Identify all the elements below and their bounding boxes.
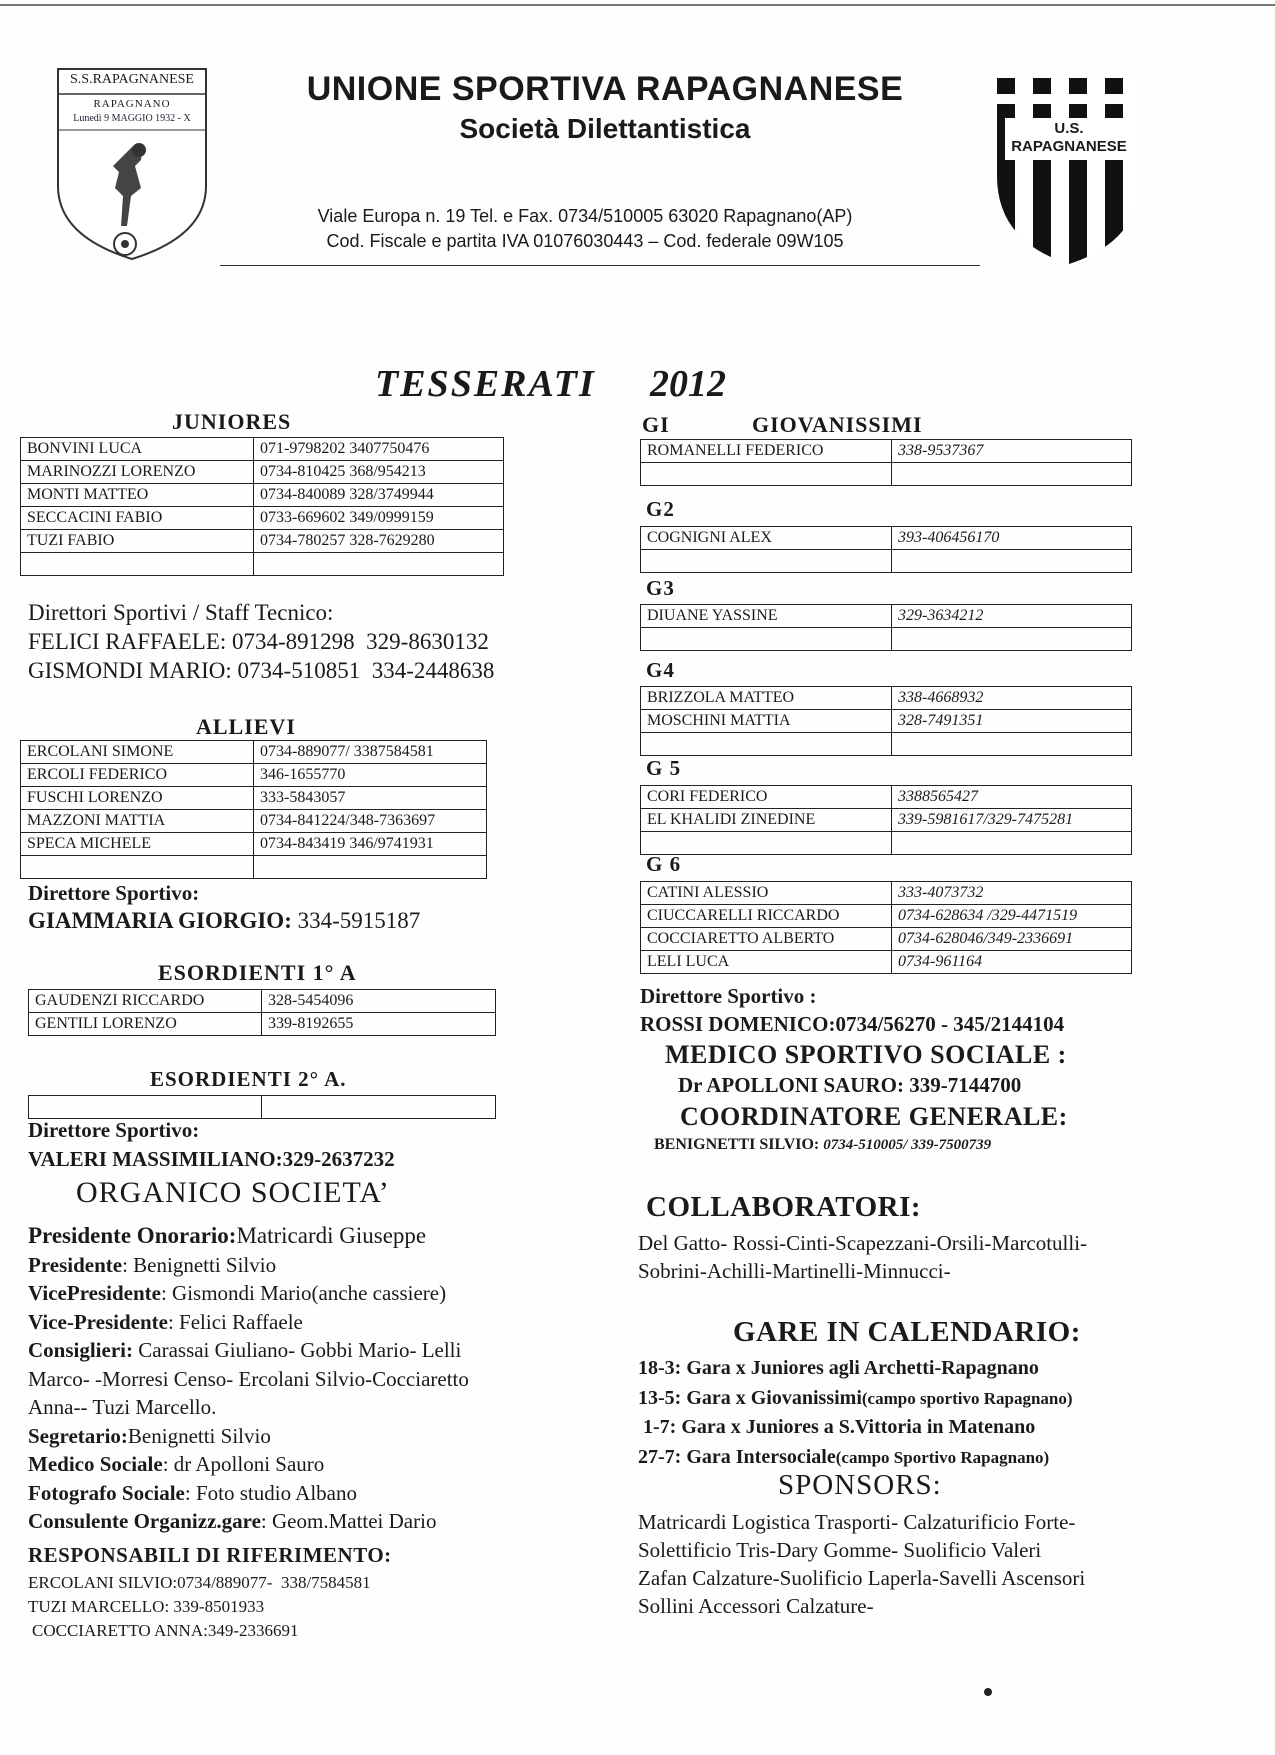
organico-line: Presidente: Benignetti Silvio [28,1252,277,1277]
player-phone-cell: 0733-669602 349/0999159 [254,507,504,530]
table-row [641,809,1132,832]
sponsors-line: Solettificio Tris-Dary Gomme- Suolificio Valeri [638,1538,1042,1562]
player-name-cell: LELI LUCA [641,951,892,974]
player-name-cell: ERCOLANI SIMONE [21,741,254,764]
organico-line: Medico Sociale: dr Apolloni Sauro [28,1452,325,1476]
table-row [21,833,487,856]
gare-list [638,1354,1073,1472]
giovanissimi-table [640,686,1132,756]
resp-line: COCCIARETTO ANNA:349-2336691 [32,1621,299,1640]
player-name-cell: BONVINI LUCA [21,438,254,461]
table-row [641,463,1132,486]
player-name-cell: GENTILI LORENZO [29,1013,262,1036]
resp-line: TUZI MARCELLO: 339-8501933 [28,1597,265,1616]
sponsors-heading: SPONSORS: [778,1469,942,1501]
player-phone-cell [892,463,1132,486]
organico-line: Vice-Presidente: Felici Raffaele [28,1309,303,1334]
player-name-cell: FUSCHI LORENZO [21,787,254,810]
organico-line: Consiglieri: Carassai Giuliano- Gobbi Mario- Lelli [28,1338,462,1362]
table-row [21,484,504,507]
table-row [21,461,504,484]
group-label: G 5 [646,756,682,780]
left-logo-name: S.S.RAPAGNANESE [70,72,194,87]
player-phone-cell: 0734-780257 328-7629280 [254,530,504,553]
right-logo-text: U.S. RAPAGNANESE [1011,120,1127,155]
allievi-director [28,908,420,934]
player-phone-cell: 328-7491351 [892,710,1132,733]
player-name-cell [21,553,254,576]
player-name-cell: COCCIARETTO ALBERTO [641,928,892,951]
allievi-director-label: Direttore Sportivo: [28,881,200,905]
organico-line: Presidente Onorario:Matricardi Giuseppe [28,1223,427,1248]
table-row [641,550,1132,573]
player-name-cell [641,550,892,573]
player-name-cell: CIUCCARELLI RICCARDO [641,905,892,928]
table-row [641,905,1132,928]
table-row [641,605,1132,628]
player-name-cell: MOSCHINI MATTIA [641,710,892,733]
juniores-heading: JUNIORES [172,409,292,434]
table-row [21,553,504,576]
player-phone-cell [892,550,1132,573]
player-phone-cell: 393-406456170 [892,527,1132,550]
doc-title-right: 2012 [650,363,726,405]
juniores-staff-1: FELICI RAFFAELE: 0734-891298 329-8630132 [28,629,489,654]
club-title: UNIONE SPORTIVA RAPAGNANESE [306,70,904,108]
organico-line: Segretario:Benignetti Silvio [28,1423,271,1448]
player-name-cell: EL KHALIDI ZINEDINE [641,809,892,832]
player-name-cell: GAUDENZI RICCARDO [29,990,262,1013]
player-phone-cell [254,553,504,576]
resp-line: ERCOLANI SILVIO:0734/889077- 338/7584581 [28,1573,371,1592]
coordinatore-line [654,1136,991,1154]
player-phone-cell: 333-5843057 [254,787,487,810]
header-rule [220,265,980,266]
esordienti1-heading: ESORDIENTI 1° A [158,960,357,985]
table-row [641,951,1132,974]
player-name-cell: BRIZZOLA MATTEO [641,687,892,710]
player-phone-cell [892,733,1132,756]
juniores-staff-2: GISMONDI MARIO: 0734-510851 334-2448638 [28,658,495,683]
player-phone-cell: 0734-843419 346/9741931 [254,833,487,856]
player-name-cell: DIUANE YASSINE [641,605,892,628]
player-phone-cell [254,856,487,879]
player-name-cell: ROMANELLI FEDERICO [641,440,892,463]
table-row [29,1013,496,1036]
player-phone-cell: 329-3634212 [892,605,1132,628]
table-row [641,527,1132,550]
allievi-director-name: GIAMMARIA GIORGIO: [28,908,292,933]
gare-line: 13-5: Gara x Giovanissimi(campo sportivo Rapagnano) [638,1386,1073,1409]
table-row [21,787,487,810]
player-phone-cell: 333-4073732 [892,882,1132,905]
player-phone-cell: 328-5454096 [262,990,496,1013]
giovanissimi-heading: GIOVANISSIMI [752,412,923,437]
esordienti2-director: VALERI MASSIMILIANO:329-2637232 [28,1147,395,1171]
player-name-cell: MARINOZZI LORENZO [21,461,254,484]
table-row [641,928,1132,951]
player-name-cell [641,733,892,756]
group-label: G2 [646,497,675,521]
allievi-table [20,740,487,879]
club-address: Viale Europa n. 19 Tel. e Fax. 0734/510005 63020 Rapagnano(AP) [317,206,853,226]
table-row [641,710,1132,733]
player-name-cell: MONTI MATTEO [21,484,254,507]
esordienti2-heading: ESORDIENTI 2° A. [150,1067,347,1091]
scan-speck [984,1688,992,1696]
player-name-cell: CORI FEDERICO [641,786,892,809]
table-row [21,810,487,833]
left-logo [55,66,209,262]
gare-line: 27-7: Gara Intersociale(campo Sportivo Rapagnano) [638,1445,1050,1468]
group-label: G4 [646,658,675,682]
group-label: G 6 [646,852,682,876]
player-phone-cell [892,832,1132,855]
gi-label: GI [642,412,670,437]
player-phone-cell: 0734-628046/349-2336691 [892,928,1132,951]
top-border [0,4,1275,6]
organico-list [28,1222,568,1536]
collaboratori-line: Del Gatto- Rossi-Cinti-Scapezzani-Orsili-Marcotulli- [638,1231,1088,1255]
table-row [641,882,1132,905]
table-row [641,628,1132,651]
table-row [641,832,1132,855]
left-logo-date: Lunedì 9 MAGGIO 1932 - X [73,113,191,124]
allievi-director-phone: 334-5915187 [297,908,421,933]
table-row [21,856,487,879]
group-label: G3 [646,576,675,600]
organico-line: Anna-- Tuzi Marcello. [28,1395,217,1419]
player-name-cell: COGNIGNI ALEX [641,527,892,550]
medico-heading: MEDICO SPORTIVO SOCIALE : [665,1040,1067,1069]
gio-director-label: Direttore Sportivo : [640,984,817,1008]
player-name-cell: TUZI FABIO [21,530,254,553]
gare-line: 1-7: Gara x Juniores a S.Vittoria in Matenano [638,1416,1036,1438]
player-phone-cell: 0734-628634 /329-4471519 [892,905,1132,928]
esordienti1-table [28,989,496,1036]
doc-title-left: TESSERATI [375,363,596,405]
player-name-cell: MAZZONI MATTIA [21,810,254,833]
player-name-cell [21,856,254,879]
player-name-cell [641,628,892,651]
sponsors-line: Zafan Calzature-Suolificio Laperla-Savelli Ascensori [638,1566,1086,1590]
giovanissimi-table [640,785,1132,855]
giovanissimi-table [640,881,1132,974]
coordinatore-phones: 0734-510005/ 339-7500739 [823,1137,992,1153]
table-row [641,786,1132,809]
player-name-cell: CATINI ALESSIO [641,882,892,905]
sponsors-line: Matricardi Logistica Trasporti- Calzaturificio Forte- [638,1510,1076,1534]
player-phone-cell: 339-8192655 [262,1013,496,1036]
giovanissimi-table [640,526,1132,573]
juniores-staff-heading: Direttori Sportivi / Staff Tecnico: [28,600,334,625]
player-name-cell [29,1096,262,1119]
gare-line: 18-3: Gara x Juniores agli Archetti-Rapagnano [638,1357,1039,1379]
sponsors-list [638,1508,1085,1620]
esordienti2-director-label: Direttore Sportivo: [28,1118,200,1142]
allievi-heading: ALLIEVI [196,714,296,739]
table-row [641,687,1132,710]
table-row [21,741,487,764]
gio-director: ROSSI DOMENICO:0734/56270 - 345/2144104 [640,1012,1065,1036]
esordienti2-table [28,1095,496,1119]
player-name-cell: ERCOLI FEDERICO [21,764,254,787]
sponsors-line: Sollini Accessori Calzature- [638,1594,874,1618]
collaboratori-heading: COLLABORATORI: [646,1191,922,1223]
collaboratori-line: Sobrini-Achilli-Martinelli-Minnucci- [638,1259,951,1283]
player-phone-cell [262,1096,496,1119]
player-phone-cell: 338-9537367 [892,440,1132,463]
club-codes: Cod. Fiscale e partita IVA 01076030443 – Cod. federale 09W105 [326,231,844,251]
gare-heading: GARE IN CALENDARIO: [733,1316,1081,1348]
table-row [21,530,504,553]
organico-line: Consulente Organizz.gare: Geom.Mattei Dario [28,1509,437,1533]
left-logo-town: RAPAGNANO [93,98,171,110]
player-phone-cell: 3388565427 [892,786,1132,809]
table-row [29,990,496,1013]
table-row [641,440,1132,463]
player-name-cell: SPECA MICHELE [21,833,254,856]
player-phone-cell: 0734-961164 [892,951,1132,974]
player-phone-cell: 0734-841224/348-7363697 [254,810,487,833]
coordinatore-name: BENIGNETTI SILVIO: [654,1136,820,1153]
table-row [21,438,504,461]
player-phone-cell: 338-4668932 [892,687,1132,710]
table-row [29,1096,496,1119]
medico-name: Dr APOLLONI SAURO: 339-7144700 [678,1073,1022,1097]
player-phone-cell: 339-5981617/329-7475281 [892,809,1132,832]
organico-line: Marco- -Morresi Censo- Ercolani Silvio-Cocciaretto [28,1366,469,1391]
player-phone-cell: 0734-810425 368/954213 [254,461,504,484]
player-phone-cell: 0734-889077/ 3387584581 [254,741,487,764]
player-name-cell: SECCACINI FABIO [21,507,254,530]
coordinatore-heading: COORDINATORE GENERALE: [680,1102,1068,1131]
table-row [21,764,487,787]
table-row [21,507,504,530]
player-phone-cell: 0734-840089 328/3749944 [254,484,504,507]
giovanissimi-table [640,604,1132,651]
resp-list [28,1571,371,1643]
organico-line: VicePresidente: Gismondi Mario(anche cassiere) [28,1281,447,1305]
club-subtitle: Società Dilettantistica [459,113,751,144]
resp-heading: RESPONSABILI DI RIFERIMENTO: [28,1543,392,1567]
table-row [641,733,1132,756]
organico-heading: ORGANICO SOCIETA’ [76,1176,390,1209]
player-phone-cell [892,628,1132,651]
juniores-table [20,437,504,576]
giovanissimi-table [640,439,1132,486]
player-phone-cell: 071-9798202 3407750476 [254,438,504,461]
collaboratori-list [638,1229,1087,1285]
organico-line: Fotografo Sociale: Foto studio Albano [28,1480,357,1505]
player-name-cell [641,463,892,486]
player-phone-cell: 346-1655770 [254,764,487,787]
right-logo [995,76,1143,266]
